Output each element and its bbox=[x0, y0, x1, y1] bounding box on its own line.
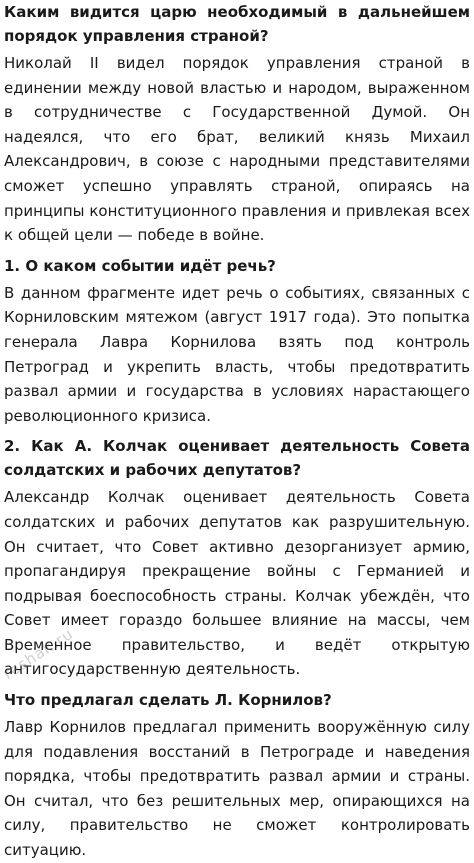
answer-paragraph-1: Николай II видел порядок управления страной в единении между новой властью и народом, выраженном в сотрудничестве с Государственной Думой. Он надеялся, что его брат, великий князь Михаил Александрович, в союзе с народными представителями сможет успешно управлять страной, опираясь на принципы конституционного правления и привлекая всех к общей цели — победе в войне. bbox=[4, 54, 470, 245]
answer-paragraph-4: Лавр Корнилов предлагал применить вооружённую силу для подавления восстаний в Петрограде и наведения порядка, чтобы предотвратить развал армии и страны. Он считал, что без решительных мер, опирающихся на силу, правительство не сможет контролировать ситуацию. bbox=[4, 718, 470, 860]
question-heading-3: 2. Как А. Колчак оценивает деятельность Совета солдатских и рабочих депутатов? bbox=[4, 437, 470, 480]
answer-paragraph-2: В данном фрагменте идет речь о событиях, связанных с Корниловским мятежом (август 1917 года). Это попытка генерала Лавра Корнилова взять под контроль Петроград и укрепить власть, чтобы предотвратить развал армии и государства в условиях нарастающего революционного кризиса. bbox=[4, 283, 470, 425]
question-heading-1: Каким видится царю необходимый в дальнейшем порядок управления страной? bbox=[4, 3, 470, 45]
question-heading-4: Что предлагал сделать Л. Корнилов? bbox=[4, 691, 332, 710]
site-watermark: reshak.ru bbox=[0, 624, 77, 684]
answer-paragraph-3: Александр Колчак оценивает деятельность Совета солдатских и рабочих депутатов как разрушительную. Он считает, что Совет активно дезорганизует армию, пропагандируя прекращение войны с Германией и подрывая боеспособность страны. Колчак убеждён, что Совет имеет гораздо большее влияние на массы, чем Временное правительство, и ведёт открытую антигосударственную деятельность. bbox=[4, 488, 470, 679]
question-heading-2: 1. О каком событии идёт речь? bbox=[4, 256, 276, 275]
